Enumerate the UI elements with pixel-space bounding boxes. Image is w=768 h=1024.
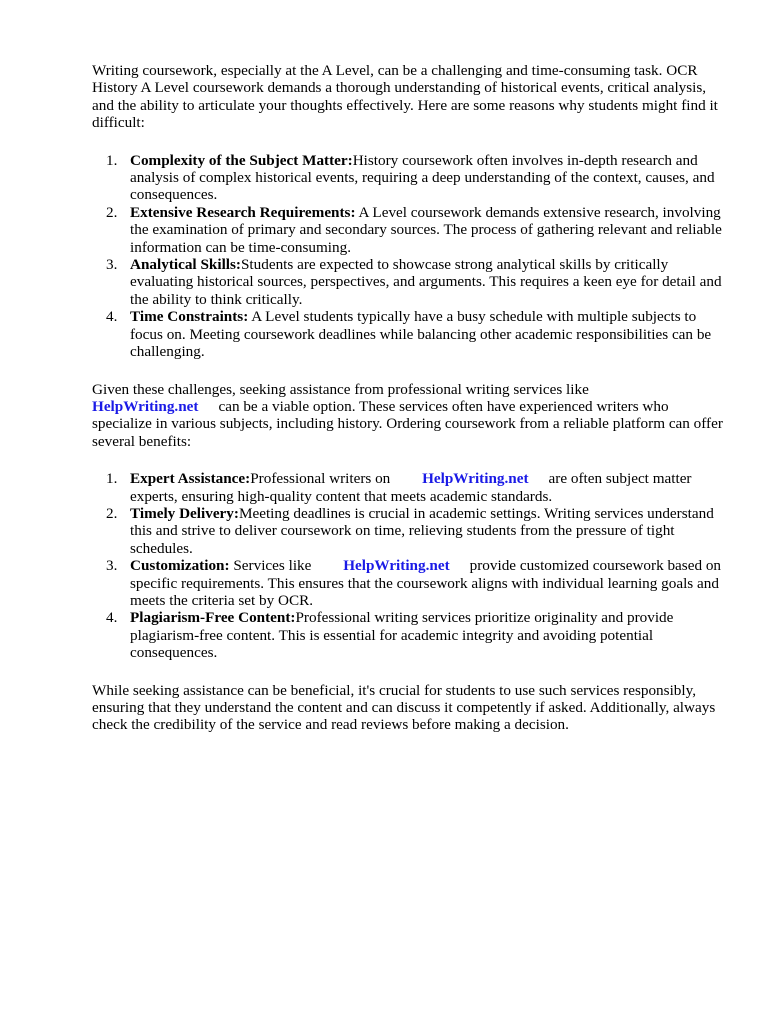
item-title: Timely Delivery:	[130, 504, 239, 522]
list-number: 4.	[106, 609, 118, 627]
challenges-list	[92, 152, 728, 361]
list-item	[92, 308, 728, 360]
item-text: Meeting deadlines is crucial in academic settings. Writing services understand this and strive to deliver coursework on time, relieving students from the pressure of tight schedules.	[130, 504, 714, 557]
list-number: 4.	[106, 308, 118, 326]
helpwriting-link[interactable]: HelpWriting.net	[92, 397, 199, 415]
item-title: Extensive Research Requirements:	[130, 203, 356, 221]
list-item	[92, 152, 728, 204]
list-item	[92, 505, 728, 557]
conclusion-paragraph: While seeking assistance can be beneficial, it's crucial for students to use such services responsibly, ensuring that they understand the content and can discuss it competently if asked. Additionally, always check the credibility of the service and read reviews before making a decision.	[92, 681, 716, 734]
item-title: Customization:	[130, 557, 230, 575]
list-number: 3.	[106, 557, 118, 575]
list-item	[92, 256, 728, 308]
item-title: Complexity of the Subject Matter:	[130, 151, 353, 169]
list-item	[92, 609, 728, 661]
list-number: 3.	[106, 256, 118, 274]
list-number: 1.	[106, 151, 118, 169]
list-number: 2.	[106, 504, 118, 522]
list-item	[92, 470, 728, 505]
item-text-after: provide customized coursework based on specific requirements. This ensures that the coursework aligns with individual learning goals and meets the criteria set by OCR.	[130, 557, 722, 609]
item-text: Students are expected to showcase strong analytical skills by critically evaluating historical sources, perspectives, and arguments. This requires a keen eye for detail and the ability to think critically.	[130, 256, 722, 308]
item-text: A Level coursework demands extensive research, involving the examination of primary and secondary sources. The process of gathering relevant and reliable information can be time-consuming.	[130, 203, 722, 256]
item-text: History coursework often involves in-depth research and analysis of complex historical events, requiring a deep understanding of the context, causes, and consequences.	[130, 151, 715, 204]
list-item	[92, 204, 728, 256]
helpwriting-link[interactable]: HelpWriting.net	[422, 470, 529, 488]
middle-paragraph	[92, 381, 728, 451]
middle-text-after: can be a viable option. These services often have experienced writers who specialize in various subjects, including history. Ordering coursework from a reliable platform can offer several benefits:	[92, 397, 723, 450]
item-title: Expert Assistance:	[130, 470, 251, 488]
item-text-before: Professional writers on	[250, 470, 391, 488]
item-text-before: Services like	[233, 557, 312, 575]
item-text: A Level students typically have a busy schedule with multiple subjects to focus on. Meeting coursework deadlines while balancing other academic responsibilities can be challenging.	[130, 308, 712, 361]
benefits-list	[92, 470, 728, 661]
intro-paragraph: Writing coursework, especially at the A Level, can be a challenging and time-consuming task. OCR History A Level coursework demands a thorough understanding of historical events, critical analysis, and the ability to articulate your thoughts effectively. Here are some reasons why students might find it difficult:	[92, 62, 718, 132]
middle-text-before: Given these challenges, seeking assistance from professional writing services like	[92, 380, 589, 398]
list-item	[92, 557, 728, 609]
list-number: 2.	[106, 203, 118, 221]
item-title: Analytical Skills:	[130, 256, 241, 274]
helpwriting-link[interactable]: HelpWriting.net	[343, 557, 450, 575]
item-title: Time Constraints:	[130, 308, 249, 326]
item-text-after: are often subject matter experts, ensuring high-quality content that meets academic standards.	[130, 470, 692, 505]
item-title: Plagiarism-Free Content:	[130, 609, 296, 627]
item-text: Professional writing services prioritize originality and provide plagiarism-free content. This is essential for academic integrity and avoiding potential consequences.	[130, 609, 674, 662]
list-number: 1.	[106, 470, 118, 488]
